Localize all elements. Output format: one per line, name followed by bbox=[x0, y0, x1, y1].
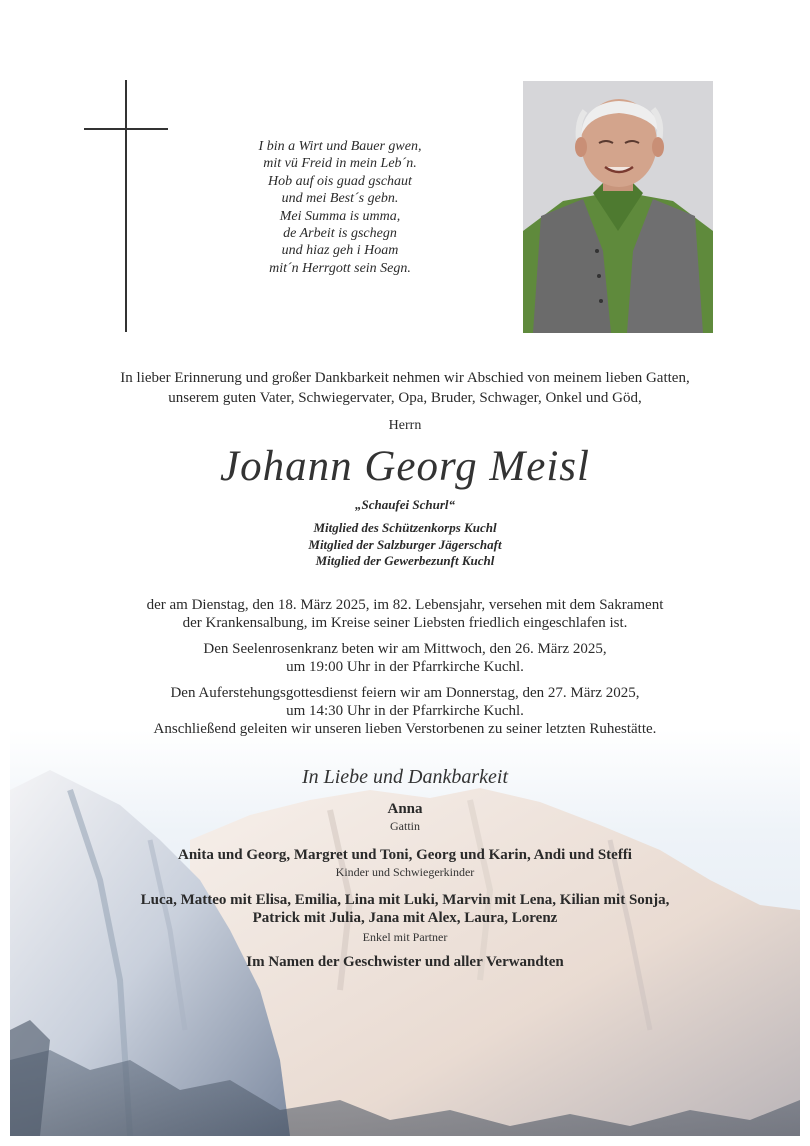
poem-line: I bin a Wirt und Bauer gwen, bbox=[258, 139, 422, 154]
deceased-nickname: „Schaufei Schurl“ bbox=[354, 497, 456, 512]
others-line: Im Namen der Geschwister und aller Verwandten bbox=[246, 954, 564, 970]
family-children bbox=[0, 847, 810, 880]
cross-icon-horizontal bbox=[84, 128, 168, 130]
poem-line: Mei Summa is umma, bbox=[279, 208, 401, 224]
rosary-line: um 19:00 Uhr in der Pfarrkirche Kuchl. bbox=[286, 659, 524, 675]
poem-line: Hob auf ois guad gschaut bbox=[268, 173, 412, 189]
death-notice bbox=[0, 596, 810, 632]
death-line: der Krankensalbung, im Kreise seiner Liebsten friedlich eingeschlafen ist. bbox=[182, 615, 628, 631]
poem-line: de Arbeit is gschegn bbox=[283, 226, 397, 242]
cross-icon-vertical bbox=[125, 80, 127, 332]
children-names: Anita und Georg, Margret und Toni, Georg und Karin, Andi und Steffi bbox=[178, 847, 632, 863]
memberships bbox=[0, 520, 810, 570]
family-spouse bbox=[0, 801, 810, 834]
family-others bbox=[0, 954, 810, 971]
intro-line: In lieber Erinnerung und großer Dankbarkeit nehmen wir Abschied von meinem lieben Gatten, bbox=[120, 370, 690, 386]
deceased-name: Johann Georg Meisl bbox=[220, 443, 590, 490]
children-role: Kinder und Schwiegerkinder bbox=[335, 865, 475, 879]
service-line: um 14:30 Uhr in der Pfarrkirche Kuchl. bbox=[286, 703, 524, 719]
membership-line: Mitglied der Gewerbezunft Kuchl bbox=[315, 553, 495, 569]
spouse-role: Gattin bbox=[390, 819, 420, 833]
rosary-notice bbox=[0, 640, 810, 676]
poem-line: und mei Best´s gebn. bbox=[281, 191, 399, 207]
grandchildren-names: Patrick mit Julia, Jana mit Alex, Laura, Lorenz bbox=[252, 910, 558, 926]
service-notice bbox=[0, 684, 810, 738]
poem bbox=[222, 138, 458, 277]
poem-line: und hiaz geh i Hoam bbox=[281, 243, 399, 259]
intro-text bbox=[0, 369, 810, 408]
poem-line: mit´n Herrgott sein Segn. bbox=[269, 260, 411, 276]
grandchildren-role: Enkel mit Partner bbox=[362, 930, 448, 944]
poem-line: mit vü Freid in mein Leb´n. bbox=[263, 156, 417, 172]
service-line: Den Auferstehungsgottesdienst feiern wir am Donnerstag, den 27. März 2025, bbox=[170, 685, 640, 701]
membership-line: Mitglied der Salzburger Jägerschaft bbox=[308, 536, 502, 552]
rosary-line: Den Seelenrosenkranz beten wir am Mittwoch, den 26. März 2025, bbox=[203, 641, 607, 657]
intro-line: unserem guten Vater, Schwiegervater, Opa, Bruder, Schwager, Onkel und Göd, bbox=[168, 389, 642, 406]
family-grandchildren bbox=[0, 891, 810, 946]
service-line: Anschließend geleiten wir unseren lieben Verstorbenen zu seiner letzten Ruhestätte. bbox=[153, 721, 657, 737]
membership-line: Mitglied des Schützenkorps Kuchl bbox=[313, 520, 497, 535]
salutation: Herrn bbox=[388, 418, 422, 433]
death-line: der am Dienstag, den 18. März 2025, im 82. Lebensjahr, versehen mit dem Sakrament bbox=[146, 597, 664, 613]
portrait-photo bbox=[523, 81, 713, 333]
spouse-name: Anna bbox=[387, 801, 423, 817]
closing-phrase: In Liebe und Dankbarkeit bbox=[301, 766, 509, 788]
grandchildren-names: Luca, Matteo mit Elisa, Emilia, Lina mit Luki, Marvin mit Lena, Kilian mit Sonja, bbox=[140, 892, 670, 908]
